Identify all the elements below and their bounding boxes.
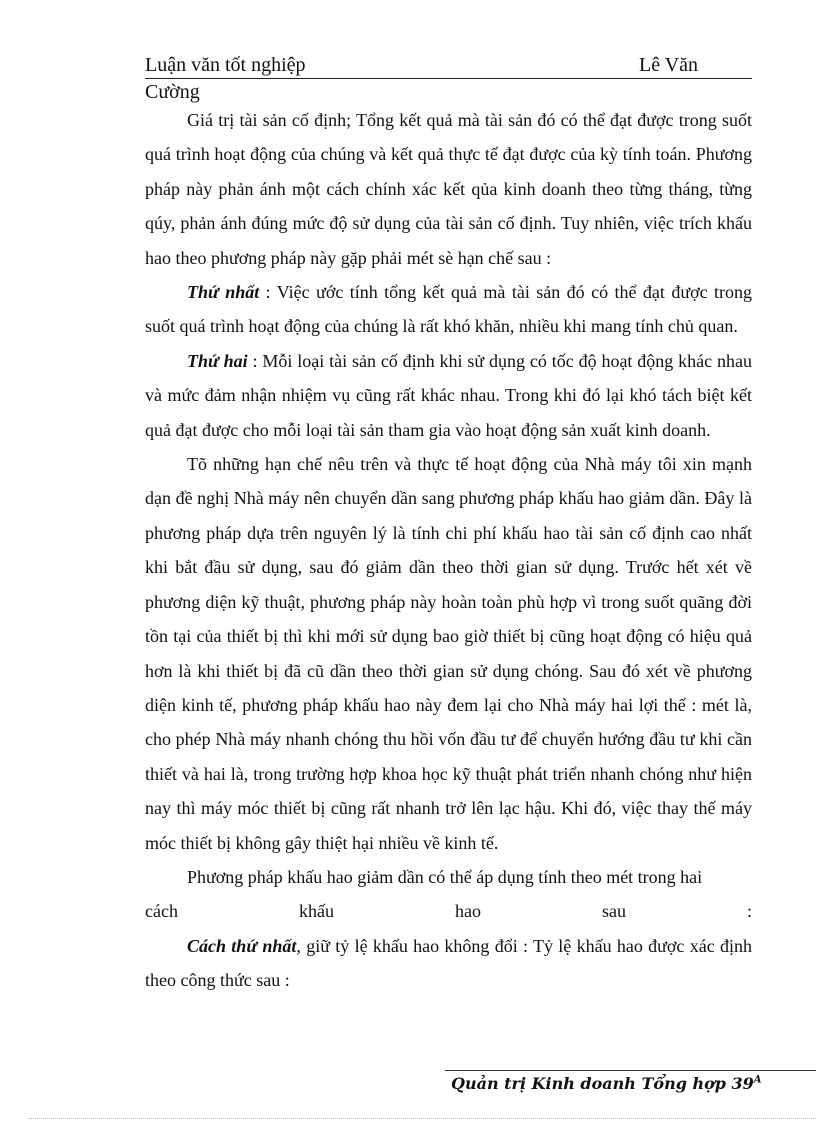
paragraph-second-limitation: [145, 344, 752, 447]
paragraph-proposal: [145, 447, 752, 860]
footer-suffix: A: [753, 1074, 762, 1086]
document-body: [145, 103, 752, 998]
header-author: Lê Văn: [639, 54, 699, 76]
paragraph-methods-intro: [145, 860, 752, 894]
header-author-continuation: Cường: [145, 81, 200, 103]
paragraph-methods-intro-cont: [145, 894, 752, 928]
paragraph-text: Tõ những hạn chế nêu trên và thực tế hoạt động của Nhà máy tôi xin mạnh dạn đề nghị Nhà máy nên chuyển dần sang phương pháp khấu hao giảm dần. Đây là phương pháp dựa trên nguyên lý là tính chi phí khấu hao tài sản cố định cao nhất khi bắt đầu sử dụng, sau đó giảm dần theo thời gian sử dụng. Trước hết xét về phương diện kỹ thuật, phương pháp này hoàn toàn phù hợp vì trong suốt quãng đời tồn tại của thiết bị thì khi mới sử dụng bao giờ thiết bị cũng hoạt động có hiệu quả hơn là khi thiết bị đã cũ dần theo thời gian sử dụng chóng. Sau đó xét về phương diện kinh tế, phương pháp khấu hao này đem lại cho Nhà máy hai lợi thế : mét là, cho phép Nhà máy nhanh chóng thu hồi vốn đầu tư để chuyển hướng đầu tư khi cần thiết và hai là, trong trường hợp khoa học kỹ thuật phát triển nhanh chóng như hiện nay thì máy móc thiết bị cũng rất nhanh trở lên lạc hậu. Khi đó, việc thay thế máy móc thiết bị không gây thiệt hại nhiều về kinh tế.: [145, 454, 752, 853]
paragraph-first-limitation: [145, 275, 752, 344]
paragraph-text: : Mỗi loại tài sản cố định khi sử dụng có tốc độ hoạt động khác nhau và mức đảm nhận nhiệm vụ cũng rất khác nhau. Trong khi đó lại khó tách biệt kết quả đạt được cho mỗi loại tài sản tham gia vào hoạt động sản xuất kinh doanh.: [145, 350, 752, 440]
page-footer: [451, 1074, 762, 1093]
header-title: Luận văn tốt nghiệp: [145, 54, 306, 76]
paragraph-lead: Thứ hai: [187, 350, 248, 371]
paragraph-text: Giá trị tài sản cố định; Tổng kết quả mà tài sản đó có thể đạt được trong suốt quá trình hoạt động của chúng và kết quả thực tế đạt được của kỳ tính toán. Phương pháp này phản ánh một cách chính xác kết qủa kinh doanh theo từng tháng, từng qúy, phản ánh đúng mức độ sử dụng của tài sản cố định. Tuy nhiên, việc trích khấu hao theo phương pháp này gặp phải mét sè hạn chế sau :: [145, 110, 752, 268]
paragraph-lead: Cách thứ nhất: [187, 935, 297, 956]
paragraph-method-one: [145, 929, 752, 998]
page-bottom-divider: [28, 1118, 816, 1119]
paragraph-text: : Việc ước tính tổng kết quả mà tài sản đó có thể đạt được trong suốt quá trình hoạt động của chúng là rất khó khăn, nhiều khi mang tính chủ quan.: [145, 282, 752, 337]
footer-text: Quản trị Kinh doanh Tổng hợp 39: [451, 1074, 754, 1093]
paragraph-intro: [145, 103, 752, 275]
paragraph-text: , giữ tỷ lệ khấu hao không đổi : Tỷ lệ khấu hao được xác định theo công thức sau :: [145, 935, 752, 991]
footer-divider: [445, 1070, 816, 1071]
page-header: [145, 52, 752, 79]
paragraph-lead: Thứ nhất: [187, 282, 260, 303]
paragraph-text: Phương pháp khấu hao giảm dần có thể áp dụng tính theo mét trong hai: [187, 866, 703, 887]
paragraph-text: cách khấu hao sau :: [145, 901, 752, 922]
